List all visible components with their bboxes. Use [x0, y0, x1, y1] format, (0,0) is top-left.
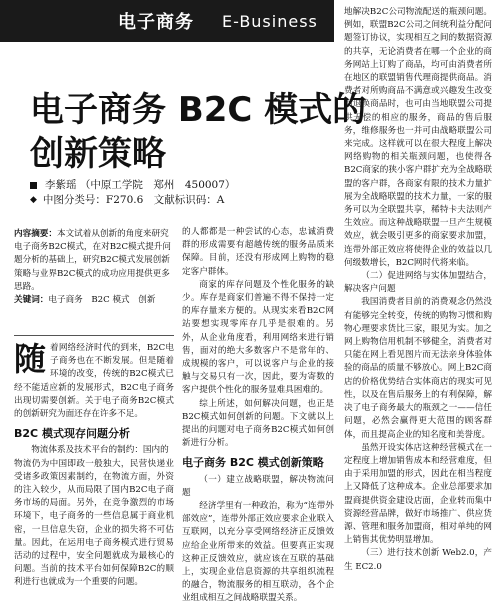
author-line: 李紫瑶 （中原工学院 郑州 450007）: [45, 179, 236, 191]
section-heading-strategies: 电子商务 B2C 模式创新策略: [182, 456, 324, 470]
paragraph-logistics: 物流仍为中国即政一般独大，民营快递业受诸多政策因素制约，在物流方面，外资的注入较少，从而局限了国内B2C电子商务市场的局面。另外，在竞争激烈的市场环境下，电子商务的一些信息属于商业机密，一旦信息失窃，企业的损失将不可估量。因此，在运用电子商务模式进行贸易活动的过程中，安全问题就成为最核心的问题。当前的技术平台如何保障B2C的顺利进行也就成为一个重要的问题。: [14, 458, 174, 588]
subheading-tech-innovation: （三）进行技术创新 Web2.0，产生 EC2.0: [344, 548, 492, 572]
paragraph-loyalty: 的人都都是一种尝试的心态，忠诚消费群的形成需要有超越传统的服务品质来保障。目前，还没有形成网上购物的稳定客户群体。: [182, 227, 334, 277]
diamond-bullet-icon: ◆: [30, 195, 37, 205]
paragraph-alliance-cont: 地解决B2C公司物流配送的瓶颈问题。例如，联盟B2C公司之间统利益分配问题签订协议，实现相互之间的数据资源的共享，无论消费者在哪一个企业的商务网站上订购了商品，均可由消费者所在地区的联盟销售代理商提供商品。消费者对所购商品不满意或兴趣发生改变而退换商品时，也可由当地联盟公司提供无偿的相应的服务，商品的售后服务，维修服务也一并可由战略联盟公司来完成。这样就可以在很大程度上解决网络购物的相关瓶颈问题，也使得各B2C商家的狭小客户群扩充为全战略联盟的客户群，各商家有限的技术力量扩展为全战略联盟的技术力量，一家的服务可以为全联盟共享，稀特卡夫法则产生效应。而这种战略联盟一旦产生规模效应，就会吸引更多的商家要求加盟，连带外部正效应将使得企业的效益以几何级数增长，B2C网时代将来临。: [344, 7, 492, 268]
classification-line: 中图分类号：F270.6 文献标识码：A: [42, 194, 225, 206]
subheading-alliance: （一）建立战略联盟，解决物流问题: [182, 474, 334, 498]
body-column-3: [344, 6, 492, 574]
paragraph-inventory: 商家的库存问题及个性化服务的缺少。库存是商家们普遍不得不保持一定的库存量来方便的。从现实来看B2C网站要想实现零库存几乎是很难的。另外，从企业角度看，利用网络来进行销售，面对的绝大多数客户不是常年的、成规模的客户，可以说客户与企业的接触与交易只有一次，因此，要为寄数的客户提供个性化的服务显难具困难的。: [182, 279, 334, 396]
body-column-2: [182, 226, 334, 606]
abstract-text: 本文试着从创新的角度来研究电子商务B2C模式，在对B2C模式提升问题分析的基础上，研究B2C模式发展创新策略与业界B2C模式的成功应用提供更多思路。: [14, 229, 172, 292]
subheading-physical-stores: （二）促进网络与实体加盟结合，解决客户问题: [344, 271, 492, 295]
intro-paragraph: 着网络经济时代的到来，B2C电子商务也在不断发展。但是随着环境的改变，传统的B2C模式已经不能适应新的发展形式，B2C电子商务出现切需要创新。关于电子商务B2C模式的创新研究为面还存在许多不足。: [14, 343, 174, 420]
paragraph-alliance: 经济学里有一种政治，称为“连带外部效应”，连带外部正效应要求企业联入互联网，以充分享受网络经济正反馈效应给企业所带来的效益。但要真正实现这种正反馈效应，就应该在互联的基础上，实现企业信息资源的共享组织流程的融合，物流服务的相互联动，各个企业组成相互之间战略联盟关系。: [182, 501, 334, 604]
keywords-text: 电子商务 B2C 模式 创新: [48, 295, 156, 306]
paragraph-consumers: 我国消费者目前的消费观念仍然没有能够完全转变，传统的购物习惯和购物心理要求货比三家，眼见为实。加之网上购物信用机制不够健全，消费者对只能在网上看见图片而无法亲身体验体验的商品的质量不够放心。网上B2C商店的价格优势结合实体商店的现实可见性，以及在售后服务上的有利保障，解决了电子商务最大的瓶颈之一——信任问题，必然会赢得更大范围的顾客群体，而且提高企业的知名度和美誉度。: [344, 297, 492, 440]
keywords-label: 关键词：: [14, 295, 49, 306]
abstract-block: [14, 228, 174, 307]
title-line-2: 创新策略: [30, 134, 166, 174]
subheading-logistics: 物流体系及技术平台的制约：国内的: [31, 445, 169, 456]
title-line-1: 电子商务 B2C 模式的: [30, 90, 367, 130]
square-bullet-icon: [30, 182, 37, 189]
paragraph-summary: 综上所述，如何解决问题，也正是B2C模式如何创新的问题。下文就以上提出的问题对电子商务B2C模式如何创新进行分析。: [182, 398, 334, 449]
section-heading-problems: B2C 模式现存问题分析: [14, 427, 130, 441]
paragraph-franchise: 虽然开设实体店这种经营模式在一定程度上增加销售成本和经营难度，但由于采用加盟的形式，因此在相当程度上又降低了这种成本。企业总部要求加盟商提供资金建设店面，企业转而集中资源经营品牌，做好市场推广、供应货源、管理和服务加盟商，相对单纯的网上销售其优势明显增加。: [344, 442, 492, 546]
article-title: [30, 88, 367, 176]
section-header-band: [0, 0, 334, 42]
abstract-label: 内容摘要：: [14, 229, 57, 239]
author-block: [30, 178, 235, 208]
drop-cap: 随: [14, 340, 47, 378]
abstract-divider: [14, 335, 174, 336]
section-title-en: E-Business: [222, 11, 318, 31]
section-title-cn: 电子商务: [118, 12, 194, 33]
body-column-1: [14, 342, 174, 590]
